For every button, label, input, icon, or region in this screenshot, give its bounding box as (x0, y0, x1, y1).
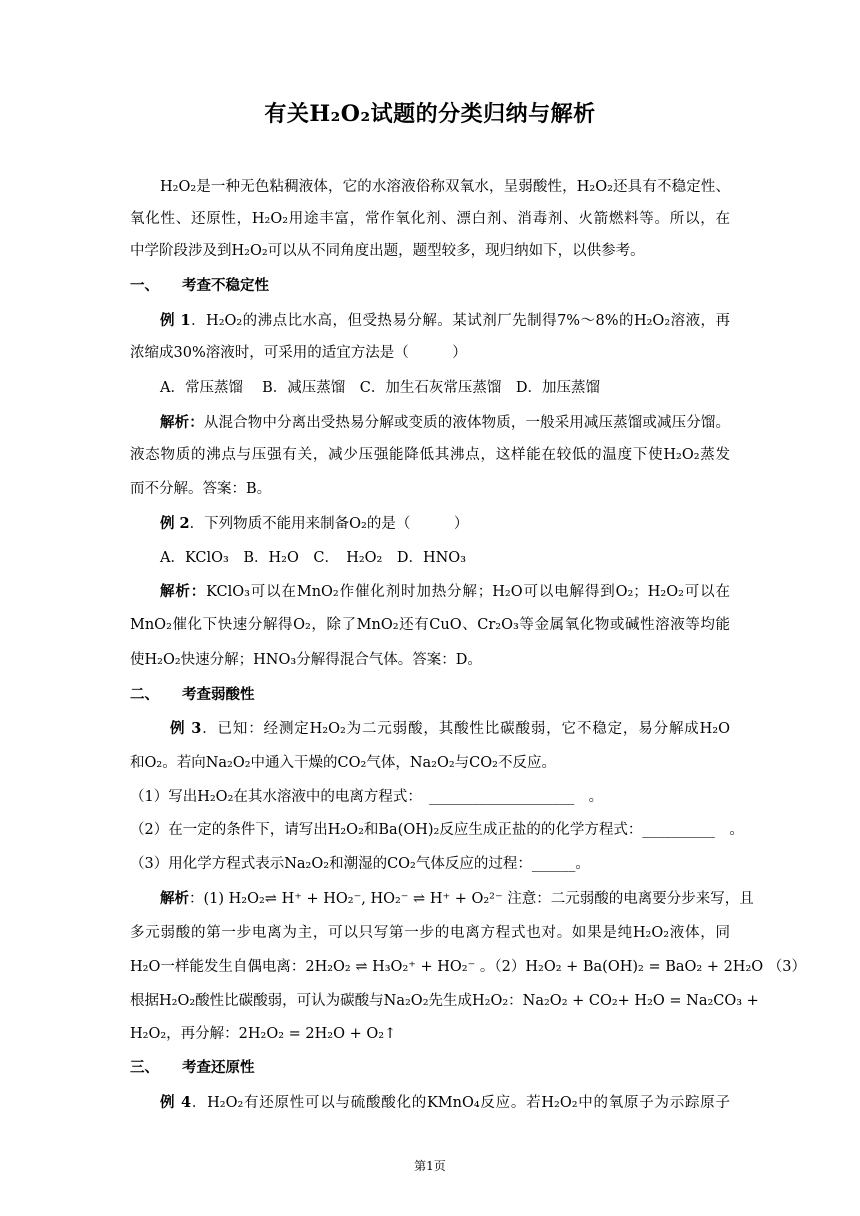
section-heading (130, 685, 730, 705)
answer-options: A．常压蒸馏 B．减压蒸馏 C．加生石灰常压蒸馏 D．加压蒸馏 (160, 380, 600, 396)
paragraph-text: 已知：经测定H₂O₂为二元弱酸，其酸性比碳酸弱，它不稳定，易分解成H₂O (217, 721, 730, 737)
example-label: 例 4 (160, 1094, 192, 1111)
paragraph-line: H₂O一样能发生自偶电离：2H₂O₂ ⇌ H₃O₂⁺ + HO₂⁻ 。（2）H₂O₂ + Ba(OH)₂ = BaO₂ + 2H₂O （3） (130, 959, 806, 975)
question-line: （2）在一定的条件下，请写出H₂O₂和Ba(OH)₂反应生成正盐的的化学方程式：__________ 。 (130, 822, 744, 838)
question-line: （3）用化学方程式表示Na₂O₂和潮湿的CO₂气体反应的过程：______。 (130, 856, 590, 872)
section-label: 考查还原性 (182, 1059, 255, 1076)
paragraph-line: 浓缩成30%溶液时，可采用的适宜方法是（ ） (130, 345, 467, 361)
paragraph-text: H₂O₂有还原性可以与硫酸酸化的KMnO₄反应。若H₂O₂中的氧原子为示踪原子 (207, 1095, 731, 1111)
section-label: 考查弱酸性 (182, 686, 255, 703)
paragraph-line: 氧化性、还原性，H₂O₂用途丰富，常作氧化剂、漂白剂、消毒剂、火箭燃料等。所以，在 (130, 211, 730, 227)
paragraph-line: 中学阶段涉及到H₂O₂可以从不同角度出题，题型较多，现归纳如下，以供参考。 (130, 243, 645, 259)
section-heading (130, 1058, 730, 1078)
page-number: 第1页 (414, 1159, 446, 1173)
analysis-label: 解析： (160, 583, 207, 600)
analysis-label: 解析： (160, 414, 204, 431)
paragraph-line: 而不分解。答案：B。 (130, 481, 272, 497)
analysis-label: 解析 (160, 890, 189, 907)
paragraph-line (160, 582, 730, 602)
paragraph-text: H₂O₂的沸点比水高，但受热易分解。某试剂厂先制得7%～8%的H₂O₂溶液，再 (206, 313, 731, 329)
paragraph-line: 使H₂O₂快速分解；HNO₃分解得混合气体。答案：D。 (130, 652, 482, 668)
analysis-colon: ： (189, 891, 204, 907)
section-number: 三、 (130, 1059, 159, 1076)
paragraph-line: 例 1．H₂O₂的沸点比水高，但受热易分解。某试剂厂先制得7%～8%的H₂O₂溶液，再 (160, 312, 731, 329)
section-label: 考查不稳定性 (182, 277, 269, 294)
paragraph-text: (1) H₂O₂⇌ H⁺ + HO₂⁻, HO₂⁻ ⇌ H⁺ + O₂²⁻ 注意：二元弱酸的电离要分步来写，且 (203, 891, 754, 907)
example-label: 例 3 (170, 720, 202, 737)
paragraph-line: 例 2．下列物质不能用来制备O₂的是（ ） (160, 515, 469, 532)
paragraph-line: 例 4．H₂O₂有还原性可以与硫酸酸化的KMnO₄反应。若H₂O₂中的氧原子为示踪原子 (160, 1094, 731, 1111)
section-heading (130, 276, 730, 296)
section-number: 二、 (130, 686, 159, 703)
paragraph-line: 液态物质的沸点与压强有关，减少压强能降低其沸点，这样能在较低的温度下使H₂O₂蒸发 (130, 447, 730, 463)
paragraph-line (160, 413, 730, 433)
paragraph-line: H₂O₂，再分解：2H₂O₂ = 2H₂O + O₂↑ (130, 1026, 397, 1042)
paragraph-line: 例 3．已知：经测定H₂O₂为二元弱酸，其酸性比碳酸弱，它不稳定，易分解成H₂O (170, 720, 730, 737)
paragraph-line: 和O₂。若向Na₂O₂中通入干燥的CO₂气体，Na₂O₂与CO₂不反应。 (130, 755, 556, 771)
example-label: 例 1 (160, 312, 191, 329)
section-number: 一、 (130, 277, 159, 294)
question-line: （1）写出H₂O₂在其水溶液中的电离方程式： ____________________ 。 (130, 789, 604, 805)
paragraph-line: 多元弱酸的第一步电离为主，可以只写第一步的电离方程式也对。如果是纯H₂O₂液体，同 (130, 925, 730, 941)
paragraph-text: KClO₃可以在MnO₂作催化剂时加热分解；H₂O可以电解得到O₂；H₂O₂可以在 (206, 584, 730, 600)
document-title: 有关H₂O₂试题的分类归纳与解析 (264, 101, 596, 127)
paragraph-line: 根据H₂O₂酸性比碳酸弱，可认为碳酸与Na₂O₂先生成H₂O₂：Na₂O₂ + CO₂+ H₂O = Na₂CO₃ + (130, 993, 759, 1009)
answer-options: A．KClO₃ B．H₂O C． H₂O₂ D．HNO₃ (160, 550, 467, 566)
paragraph-text: 从混合物中分离出受热易分解或变质的液体物质，一般采用减压蒸馏或减压分馏。 (203, 415, 731, 431)
paragraph-line (160, 889, 754, 909)
paragraph-line: H₂O₂是一种无色粘稠液体，它的水溶液俗称双氧水，呈弱酸性，H₂O₂还具有不稳定性、 (160, 179, 730, 195)
paragraph-text: 下列物质不能用来制备O₂的是（ ） (204, 516, 469, 532)
example-label: 例 2 (160, 515, 190, 532)
paragraph-line: MnO₂催化下快速分解得O₂，除了MnO₂还有CuO、Cr₂O₃等金属氧化物或碱性溶液等均能 (130, 617, 730, 633)
